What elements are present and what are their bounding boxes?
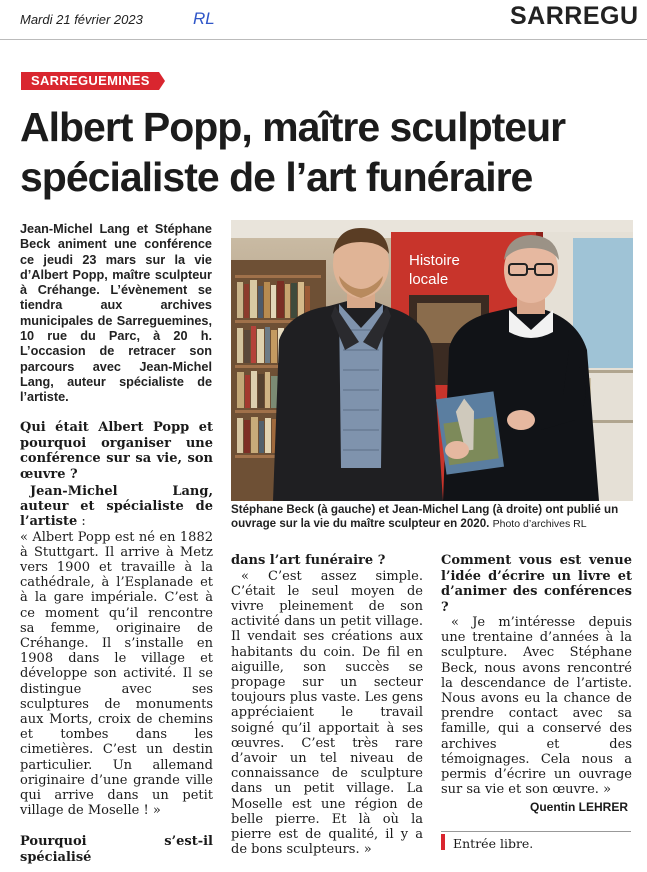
article-photo bbox=[231, 220, 633, 501]
photo-credit: Photo d’archives RL bbox=[492, 518, 587, 530]
column-2 bbox=[231, 553, 423, 857]
answer-2-text: « C’est assez simple. C’était le seul moyen de vivre pleinement de son activité dans un petit village. Il vendait ses créations aux habitants du coin. De fil en aiguille, son succès se propage sur un secteur toujours plus vaste. Les gens appréciaient le travail soigné qu’il apportait à ses œuvres. C’est très rare d’avoir un tel niveau de connaissance de sculpture dans un petit village. La Moselle est une région de belle pierre. Et là où la pierre est de qualité, il y a de bons sculpteurs. » bbox=[231, 568, 423, 858]
publication-date: Mardi 21 février 2023 bbox=[20, 12, 143, 27]
photo-illustration bbox=[231, 220, 633, 501]
info-marker bbox=[441, 834, 445, 850]
article-headline bbox=[20, 102, 640, 202]
question-1: Qui était Albert Popp et pourquoi organiser une conférence sur sa vie, son œuvre ? bbox=[20, 420, 213, 482]
rubric-label: SARREGUEMINES bbox=[21, 72, 159, 90]
headline-line-1: Albert Popp, maître sculpteur bbox=[20, 104, 566, 150]
question-2-end: dans l’art funéraire ? bbox=[231, 553, 386, 568]
question-2-start: Pourquoi s’est-il spécialisé bbox=[20, 834, 213, 865]
sign-text-line-2: locale bbox=[409, 271, 449, 288]
answer-3-text: « Je m’intéresse depuis une trentaine d’années à la sculpture. Avec Stéphane Beck, nous avons rencontré la descendance de l’artiste. Nous avons eu la chance de prendre contact avec sa famille, qui a conservé des archives et des témoignages. Cela nous a permis d’écrire un ouvrage sur sa vie et son œuvre. » bbox=[441, 615, 632, 798]
article-lead: Jean-Michel Lang et Stéphane Beck animent une conférence ce jeudi 23 mars sur la vie d’Albert Popp, maître sculpteur à Créhange. L’évènement se tiendra aux archives municipales de Sarreguemines, 10 rue du Parc, à 20 h. L’occasion de retracer son parcours avec Jean-Michel Lang, auteur spécialiste de l’artiste. bbox=[20, 222, 212, 405]
answer-1-speaker bbox=[20, 484, 213, 530]
sign-text-line-1: Histoire bbox=[409, 252, 460, 269]
section-title: SARREGU bbox=[510, 2, 639, 30]
info-box bbox=[441, 831, 631, 851]
newspaper-logo: RL bbox=[193, 9, 215, 28]
answer-1-colon: : bbox=[77, 514, 86, 530]
answer-1-text: « Albert Popp est né en 1882 à Stuttgart. Il arrive à Metz vers 1900 et travaille à la cathédrale, à l’Esplanade et à la gare impériale. C’est à ce moment qu’il rencontre sa femme, originaire de Créhange. Il s’installe en 1908 dans le village et développe son activité. Il se distingue avec ses sculptures de monuments aux Morts, croix de chemins et tombes dans les cimetières. C’est un destin particulier. Un allemand originaire d’une grande ville qui arrive dans un petit village de Moselle ! » bbox=[20, 529, 213, 819]
question-3: Comment vous est venue l’idée d’écrire un livre et d’animer des conférences ? bbox=[441, 553, 632, 615]
caption-text: Stéphane Beck (à gauche) et Jean-Michel Lang (à droite) ont publié un ouvrage sur la vie du maître sculpteur en 2020. bbox=[231, 503, 619, 530]
photo-caption bbox=[231, 503, 633, 531]
author-signature: Quentin LEHRER bbox=[530, 800, 628, 814]
page-header bbox=[0, 0, 647, 40]
answer-1-intro: Jean-Michel Lang, auteur et spécialiste de l’artiste bbox=[20, 484, 213, 530]
column-1 bbox=[20, 420, 213, 865]
column-3 bbox=[441, 553, 632, 797]
headline-line-2: spécialiste de l’art funéraire bbox=[20, 154, 533, 200]
info-text: Entrée libre. bbox=[453, 836, 534, 851]
